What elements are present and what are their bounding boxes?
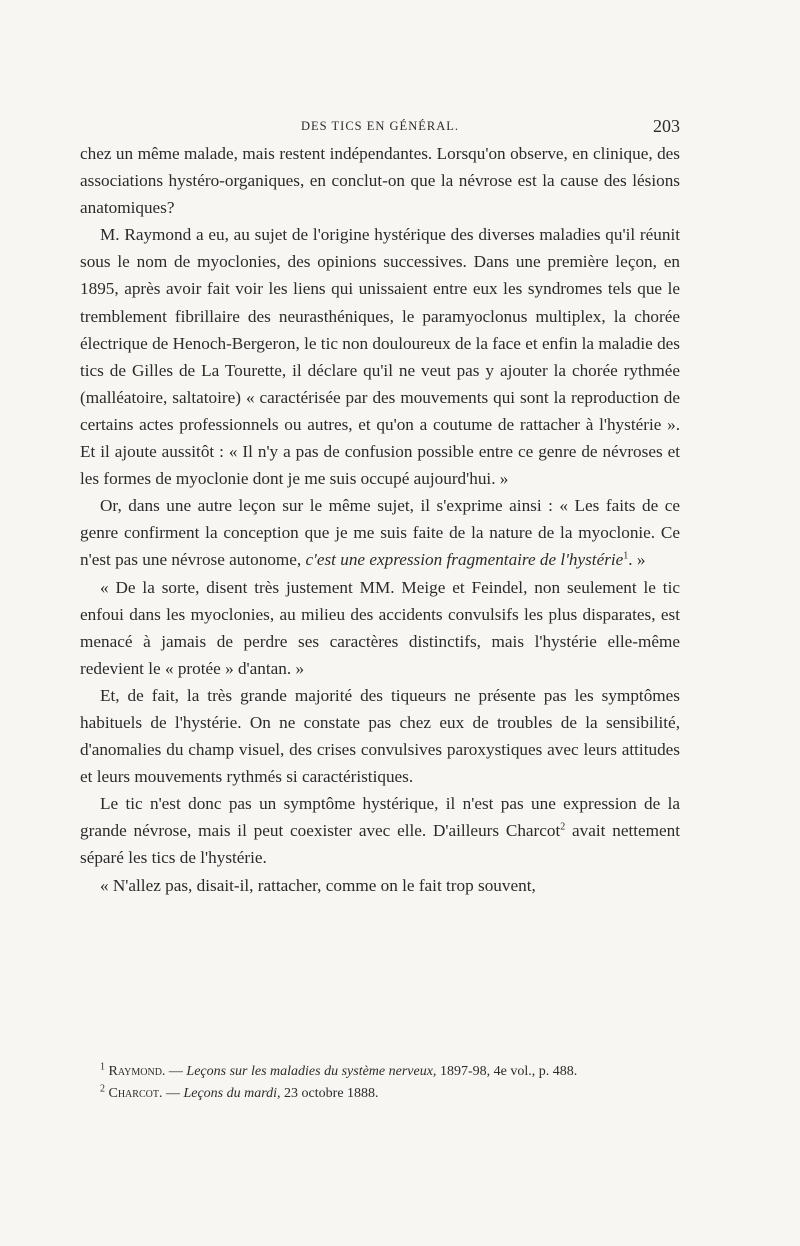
- footnote: [80, 1083, 692, 1105]
- footnotes: [80, 1061, 692, 1104]
- paragraph-text: Le tic n'est donc pas un symptôme hystérique, il n'est pas une expression de la grande névrose, mais il peut coexister avec elle. D'ailleurs Charcot: [80, 794, 680, 841]
- paragraph-text: Or, dans une autre leçon sur le même sujet, il s'exprime ainsi : « Les faits de ce genre confirment la conception que je me suis faite de la nature de la myoclonie. Ce n'est pas une névrose autonome,: [80, 496, 680, 570]
- footnote-dash: . —: [158, 1085, 184, 1101]
- paragraph-text: avait nettement séparé les tics de l'hystérie.: [80, 821, 680, 868]
- footnote-mark: 2: [100, 1082, 105, 1094]
- footnote-rest: 23 octobre 1888.: [280, 1085, 379, 1101]
- paragraph: [80, 790, 680, 871]
- page-number: 203: [653, 116, 680, 136]
- footnote: [80, 1061, 692, 1083]
- paragraph: « De la sorte, disent très justement MM. Meige et Feindel, non seulement le tic enfoui dans les myoclonies, au milieu des accidents convulsifs les plus disparates, est menacé à jamais de perdre ses caractères distinctifs, mais l'hystérie elle-même redevient le « protée » d'antan. »: [80, 577, 680, 678]
- footnote-dash: . —: [161, 1064, 187, 1079]
- body-text: [80, 140, 680, 899]
- running-title: DES TICS EN GÉNÉRAL.: [301, 119, 459, 133]
- footnote-rest: 1897-98, 4e vol., p. 488.: [436, 1064, 578, 1079]
- footnote-author: Raymond: [108, 1064, 162, 1079]
- paragraph: M. Raymond a eu, au sujet de l'origine hystérique des diverses maladies qu'il réunit sous le nom de myoclonies, des opinions successives. Dans une première leçon, en 1895, après avoir fait voir les liens qui unissaient entre eux les syndromes tels que le tremblement fibrillaire des neurasthéniques, le paramyoclonus multiplex, la chorée électrique de Henoch-Bergeron, le tic non douloureux de la face et enfin la maladie des tics de Gilles de La Tourette, il déclare qu'il ne veut pas y ajouter la chorée rythmée (malléatoire, saltatoire) « caractérisée par des mouvements qui sont la reproduction de certains actes professionnels ou autres, et qu'on a coutume de rattacher à l'hystérie ». Et il ajoute aussitôt : « Il n'y a pas de confusion possible entre ce genre de névroses et les formes de myoclonie dont je me suis occupé aujourd'hui. »: [80, 225, 680, 489]
- quote-end: . »: [628, 550, 646, 570]
- paragraph: « N'allez pas, disait-il, rattacher, comme on le fait trop souvent,: [100, 875, 536, 895]
- footnote-ref[interactable]: 2: [560, 821, 566, 833]
- paragraph: Et, de fait, la très grande majorité des tiqueurs ne présente pas les symptômes habituels de l'hystérie. On ne constate pas chez eux de troubles de la sensibilité, d'anomalies du champ visuel, des crises convulsives paroxystiques avec leurs attitudes et leurs mouvements rythmés si caractéristiques.: [80, 685, 680, 787]
- footnote-author: Charcot: [108, 1085, 159, 1101]
- footnote-mark: 1: [100, 1061, 105, 1073]
- paragraph: [80, 492, 680, 573]
- footnote-ref[interactable]: 1: [623, 550, 629, 562]
- italic-quote: c'est une expression fragmentaire de l'hystérie: [305, 550, 624, 570]
- footnote-title: Leçons sur les maladies du système nerveux,: [186, 1064, 437, 1079]
- running-header: [80, 116, 680, 138]
- footnote-title: Leçons du mardi,: [183, 1085, 281, 1101]
- paragraph: chez un même malade, mais restent indépendantes. Lorsqu'on observe, en clinique, des associations hystéro-organiques, en conclut-on que la névrose est la cause des lésions anatomiques?: [80, 144, 680, 218]
